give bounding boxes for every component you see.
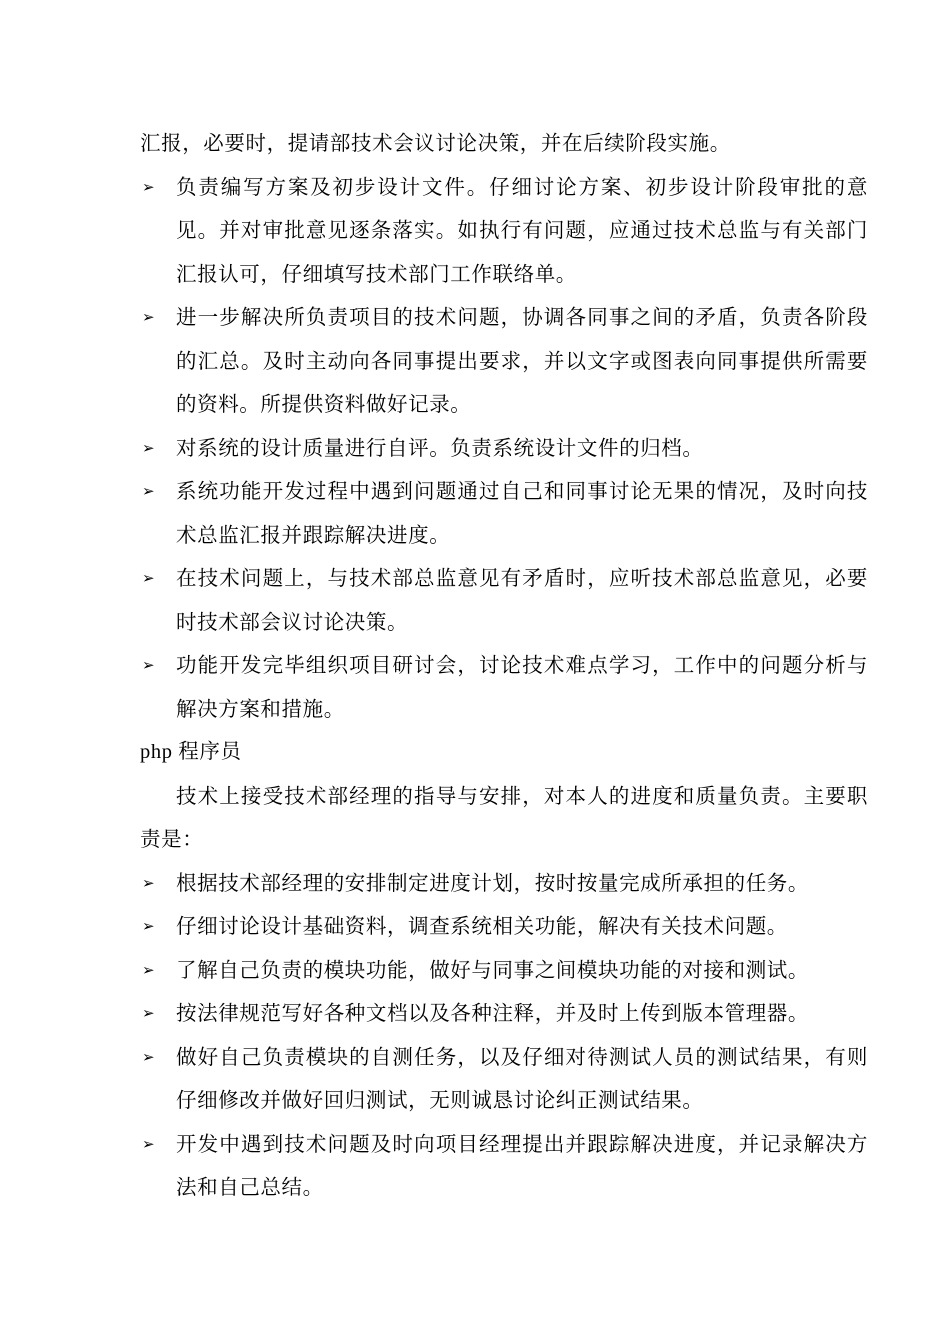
- list-item: [140, 949, 868, 993]
- list-item: [140, 862, 868, 906]
- list-item-text: 做好自己负责模块的自测任务，以及仔细对待测试人员的测试结果，有则仔细修改并做好回归测试，无则诚恳讨论纠正测试结果。: [176, 1044, 868, 1112]
- arrowhead-bullet-icon: ➢: [142, 960, 156, 979]
- list-item-text: 进一步解决所负责项目的技术问题，协调各同事之间的矛盾，负责各阶段的汇总。及时主动向各同事提出要求，并以文字或图表向同事提供所需要的资料。所提供资料做好记录。: [176, 305, 868, 416]
- list-item-text: 仔细讨论设计基础资料，调查系统相关功能，解决有关技术问题。: [176, 914, 788, 938]
- arrowhead-bullet-icon: ➢: [142, 438, 156, 457]
- document-page: [140, 122, 868, 1210]
- arrowhead-bullet-icon: ➢: [142, 177, 156, 196]
- list-item: [140, 557, 868, 644]
- responsibility-list-1: [140, 166, 868, 732]
- list-item-text: 根据技术部经理的安排制定进度计划，按时按量完成所承担的任务。: [176, 870, 809, 895]
- intro-paragraph: 汇报，必要时，提请部技术会议讨论决策，并在后续阶段实施。: [140, 131, 731, 155]
- list-item: [140, 427, 868, 471]
- responsibility-list-2: [140, 862, 868, 1210]
- arrowhead-bullet-icon: ➢: [142, 569, 156, 587]
- list-item: [140, 644, 868, 731]
- list-item-text: 对系统的设计质量进行自评。负责系统设计文件的归档。: [176, 435, 704, 460]
- section-title: php 程序员: [140, 741, 242, 763]
- list-item: [140, 1036, 868, 1123]
- list-item: [140, 296, 868, 427]
- list-item: [140, 1123, 868, 1210]
- arrowhead-bullet-icon: ➢: [142, 873, 156, 892]
- list-item-text: 系统功能开发过程中遇到问题通过自己和同事讨论无果的情况，及时向技术总监汇报并跟踪解决进度。: [176, 479, 868, 547]
- arrowhead-bullet-icon: ➢: [142, 917, 156, 935]
- arrowhead-bullet-icon: ➢: [142, 1047, 156, 1066]
- section-intro-paragraph: 技术上接受技术部经理的指导与安排，对本人的进度和质量负责。主要职责是：: [140, 783, 868, 851]
- list-item-text: 在技术问题上，与技术部总监意见有矛盾时，应听技术部总监意见，必要时技术部会议讨论决策。: [176, 566, 868, 634]
- arrowhead-bullet-icon: ➢: [142, 1004, 156, 1022]
- list-item-text: 了解自己负责的模块功能，做好与同事之间模块功能的对接和测试。: [176, 957, 809, 982]
- list-item: [140, 905, 868, 949]
- list-item-text: 开发中遇到技术问题及时向项目经理提出并跟踪解决进度，并记录解决方法和自己总结。: [176, 1131, 868, 1199]
- list-item-text: 负责编写方案及初步设计文件。仔细讨论方案、初步设计阶段审批的意见。并对审批意见逐条落实。如执行有问题，应通过技术总监与有关部门汇报认可，仔细填写技术部门工作联络单。: [176, 174, 868, 286]
- arrowhead-bullet-icon: ➢: [142, 656, 156, 674]
- list-item-text: 按法律规范写好各种文档以及各种注释，并及时上传到版本管理器。: [176, 1001, 809, 1025]
- list-item: [140, 992, 868, 1036]
- arrowhead-bullet-icon: ➢: [142, 482, 156, 500]
- arrowhead-bullet-icon: ➢: [142, 1134, 156, 1153]
- arrowhead-bullet-icon: ➢: [142, 308, 156, 326]
- list-item-text: 功能开发完毕组织项目研讨会，讨论技术难点学习，工作中的问题分析与解决方案和措施。: [176, 653, 868, 721]
- list-item: [140, 166, 868, 297]
- list-item: [140, 470, 868, 557]
